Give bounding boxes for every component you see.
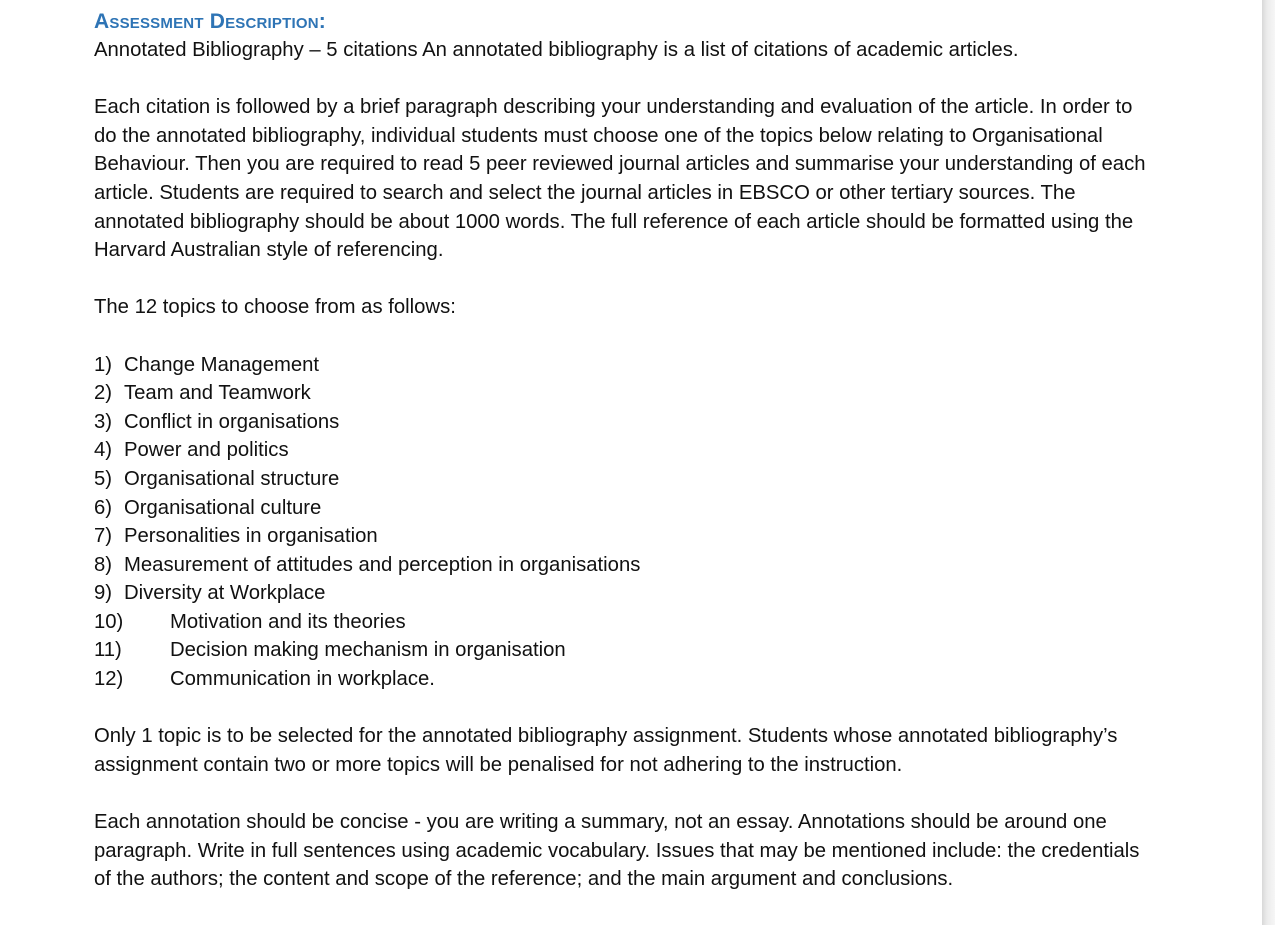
list-item-number: 2)	[94, 382, 113, 405]
list-item	[94, 522, 1154, 551]
paragraph-gap	[94, 694, 1154, 723]
list-item-number: 5)	[94, 467, 113, 490]
list-item-number: 1)	[94, 353, 113, 376]
list-item	[94, 579, 1154, 608]
list-item-number: 6)	[94, 496, 113, 519]
list-item-label: Communication in workplace.	[170, 668, 435, 691]
list-item-number: 8)	[94, 553, 113, 576]
topics-list	[94, 351, 1154, 694]
document-body	[94, 8, 1154, 894]
selection-rule-paragraph: Only 1 topic is to be selected for the annotated bibliography assignment. Students whose annotated bibliography’s assignment contain two or more topics will be penalised for not adhering to the instruction.	[94, 725, 1118, 776]
paragraph-gap	[94, 322, 1154, 351]
paragraph-gap	[94, 779, 1154, 808]
list-item	[94, 636, 1154, 665]
paragraph-gap	[94, 265, 1154, 294]
list-item-number: 9)	[94, 582, 113, 605]
list-item	[94, 551, 1154, 580]
intro-paragraph: Annotated Bibliography – 5 citations An annotated bibliography is a list of citations of academic articles.	[94, 39, 1019, 61]
list-item	[94, 608, 1154, 637]
list-item	[94, 351, 1154, 380]
list-item-label: Personalities in organisation	[124, 525, 378, 548]
list-item	[94, 379, 1154, 408]
list-item-label: Power and politics	[124, 439, 289, 462]
list-item-label: Diversity at Workplace	[124, 582, 326, 605]
list-item	[94, 436, 1154, 465]
topics-intro: The 12 topics to choose from as follows:	[94, 296, 456, 319]
list-item-number: 11)	[94, 639, 122, 662]
list-item	[94, 465, 1154, 494]
list-item	[94, 494, 1154, 523]
list-item-label: Conflict in organisations	[124, 410, 340, 433]
list-item-label: Team and Teamwork	[124, 382, 311, 405]
section-heading: Assessment Description:	[94, 10, 326, 33]
list-item-label: Organisational culture	[124, 496, 322, 519]
list-item-number: 7)	[94, 525, 113, 548]
paragraph-gap	[94, 65, 1154, 94]
list-item-label: Measurement of attitudes and perception in organisations	[124, 553, 641, 576]
list-item-number: 4)	[94, 439, 113, 462]
list-item	[94, 408, 1154, 437]
description-paragraph: Each citation is followed by a brief paragraph describing your understanding and evaluation of the article. In order to do the annotated bibliography, individual students must choose one of the topics below relating to Organisational Behaviour. Then you are required to read 5 peer reviewed journal articles and summarise your understanding of each article. Students are required to search and select the journal articles in EBSCO or other tertiary sources. The annotated bibliography should be about 1000 words. The full reference of each article should be formatted using the Harvard Australian style of referencing.	[94, 96, 1146, 262]
list-item-label: Decision making mechanism in organisation	[170, 639, 566, 662]
annotation-guidance-paragraph: Each annotation should be concise - you are writing a summary, not an essay. Annotations should be around one paragraph. Write in full sentences using academic vocabulary. Issues that may be mentioned include: the credentials of the authors; the content and scope of the reference; and the main argument and conclusions.	[94, 811, 1140, 891]
list-item-label: Change Management	[124, 353, 320, 376]
list-item	[94, 665, 1154, 694]
list-item-number: 12)	[94, 668, 124, 691]
list-item-number: 3)	[94, 410, 113, 433]
page-edge-shadow	[1262, 0, 1275, 925]
list-item-label: Motivation and its theories	[170, 610, 406, 633]
list-item-label: Organisational structure	[124, 467, 340, 490]
list-item-number: 10)	[94, 610, 124, 633]
